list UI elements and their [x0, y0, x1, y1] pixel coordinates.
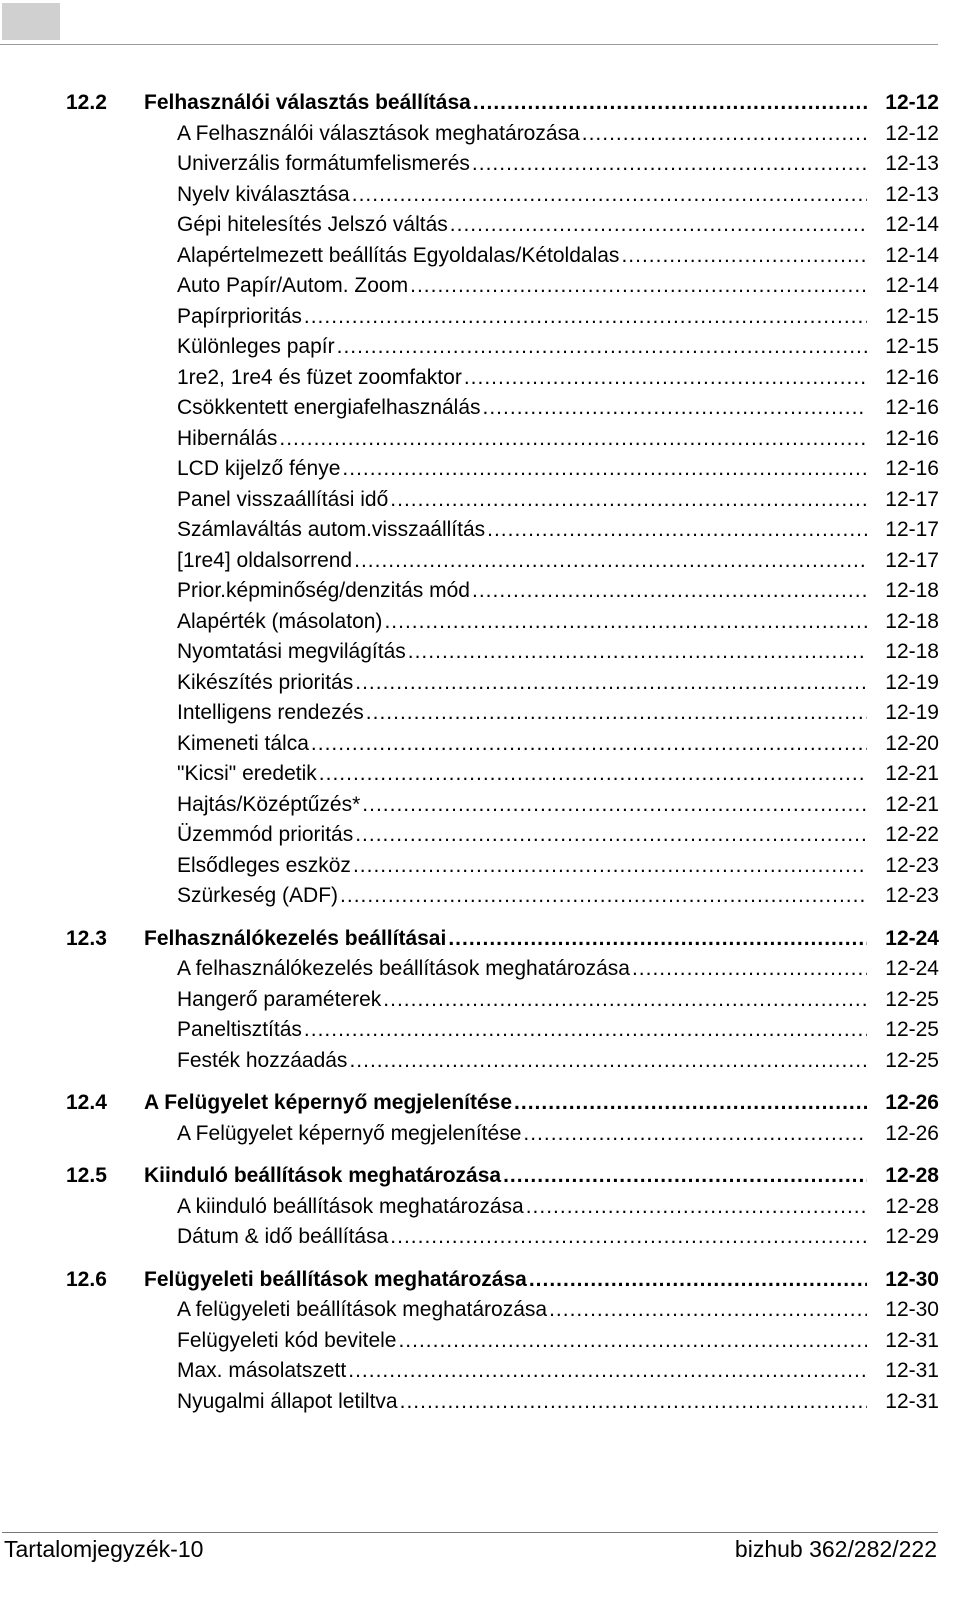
dot-leader [311, 729, 867, 760]
entry-label: Csökkentett energiafelhasználás [177, 396, 481, 419]
entry-label: Panel visszaállítási idő [177, 487, 389, 511]
toc-section [66, 924, 939, 1077]
page-number: 12-17 [885, 487, 939, 511]
toc-entry[interactable] [66, 851, 939, 882]
dot-leader [487, 515, 867, 546]
page-number: 12-19 [885, 670, 939, 694]
entry-label: Auto Papír/Autom. Zoom [177, 274, 409, 297]
page-number: 12-17 [885, 548, 939, 572]
entry-label: Szürkeség (ADF) [177, 884, 339, 907]
dot-leader [523, 1119, 867, 1150]
entry-label: Hibernálás [177, 426, 278, 450]
section-title: Kiinduló beállítások meghatározása [144, 1164, 502, 1187]
dot-leader [632, 954, 867, 985]
toc-entry[interactable] [66, 790, 939, 821]
page-number: 12-13 [885, 152, 939, 175]
dot-leader [279, 424, 867, 455]
toc-entry[interactable] [66, 302, 939, 333]
toc-entry[interactable] [66, 729, 939, 760]
page-number: 12-18 [885, 609, 939, 633]
page-number: 12-15 [885, 304, 939, 328]
toc-entry[interactable] [66, 180, 939, 211]
dot-leader [319, 759, 867, 790]
entry-label: A Felhasználói választások meghatározása [177, 121, 580, 145]
toc-entry[interactable] [66, 1387, 939, 1418]
toc-entry[interactable] [66, 881, 939, 912]
page-number: 12-31 [885, 1328, 939, 1352]
dot-leader [408, 637, 867, 668]
entry-label: Különleges papír [177, 335, 335, 358]
page-number: 12-28 [885, 1194, 939, 1218]
entry-label: "Kicsi" eredetik [177, 762, 317, 785]
toc-section-heading[interactable] [66, 1088, 939, 1119]
toc-entry[interactable] [66, 1326, 939, 1357]
toc-entry[interactable] [66, 332, 939, 363]
page-number: 12-23 [885, 853, 939, 877]
entry-label: Elsődleges eszköz [177, 853, 351, 877]
toc-entry[interactable] [66, 363, 939, 394]
page-number: 12-30 [885, 1267, 939, 1291]
toc-entry[interactable] [66, 149, 939, 180]
page-number: 12-24 [885, 926, 939, 950]
page-number: 12-18 [885, 579, 939, 602]
page-number: 12-15 [885, 335, 939, 358]
entry-label: Univerzális formátumfelismerés [177, 152, 470, 175]
page-number: 12-16 [885, 457, 939, 480]
toc-entry[interactable] [66, 1356, 939, 1387]
dot-leader [549, 1295, 867, 1326]
section-number: 12.5 [66, 1164, 107, 1187]
entry-label: [1re4] oldalsorrend [177, 548, 353, 572]
dot-leader [390, 1222, 867, 1253]
toc-entry[interactable] [66, 454, 939, 485]
page-number: 12-22 [885, 823, 939, 846]
toc-section [66, 1088, 939, 1149]
dot-leader [582, 119, 867, 150]
corner-tab-marker [2, 3, 60, 40]
dot-leader [355, 820, 867, 851]
section-title: Felügyeleti beállítások meghatározása [144, 1267, 527, 1291]
page-number: 12-31 [885, 1389, 939, 1413]
dot-leader [529, 1265, 867, 1296]
toc-entry[interactable] [66, 1192, 939, 1223]
section-number: 12.6 [66, 1267, 107, 1291]
page-number: 12-25 [885, 1018, 939, 1041]
entry-label: Dátum & idő beállítása [177, 1225, 389, 1248]
entry-label: A kiinduló beállítások meghatározása [177, 1194, 524, 1218]
dot-leader [398, 1326, 867, 1357]
entry-label: A felügyeleti beállítások meghatározása [177, 1298, 548, 1321]
toc-section [66, 1265, 939, 1418]
section-title: Felhasználói választás beállítása [144, 91, 471, 114]
entry-label: A Felügyelet képernyő megjelenítése [177, 1121, 522, 1145]
page-number: 12-14 [885, 213, 939, 236]
dot-leader [450, 210, 867, 241]
dot-leader [355, 668, 867, 699]
dot-leader [526, 1192, 867, 1223]
toc-section [66, 88, 939, 912]
dot-leader [473, 88, 867, 119]
toc-entry[interactable] [66, 698, 939, 729]
entry-label: Hajtás/Középtűzés* [177, 792, 361, 816]
dot-leader [410, 271, 867, 302]
page-number: 12-14 [885, 274, 939, 297]
footer-right-text: bizhub 362/282/222 [734, 1536, 937, 1562]
toc-entry[interactable] [66, 1295, 939, 1326]
entry-label: A felhasználókezelés beállítások meghatározása [177, 957, 630, 980]
toc-entry[interactable] [66, 668, 939, 699]
dot-leader [483, 393, 867, 424]
table-of-contents [66, 88, 939, 1429]
page-number: 12-31 [885, 1359, 939, 1382]
page-number: 12-25 [885, 987, 939, 1011]
toc-entry[interactable] [66, 546, 939, 577]
entry-label: Nyugalmi állapot letiltva [177, 1389, 398, 1413]
entry-label: LCD kijelző fénye [177, 457, 341, 480]
entry-label: Papírprioritás [177, 304, 302, 328]
page-number: 12-29 [885, 1225, 939, 1248]
entry-label: Gépi hitelesítés Jelszó váltás [177, 213, 448, 236]
toc-entry[interactable] [66, 1222, 939, 1253]
dot-leader [448, 924, 867, 955]
entry-label: Nyomtatási megvilágítás [177, 640, 406, 663]
dot-leader [384, 607, 867, 638]
entry-label: Festék hozzáadás [177, 1048, 348, 1072]
page-number: 12-16 [885, 396, 939, 419]
entry-label: Számlaváltás autom.visszaállítás [177, 518, 486, 541]
dot-leader [472, 576, 867, 607]
entry-label: Prior.képminőség/denzitás mód [177, 579, 470, 602]
entry-label: Kimeneti tálca [177, 731, 309, 755]
toc-entry[interactable] [66, 393, 939, 424]
page-footer [4, 1536, 937, 1563]
entry-label: Hangerő paraméterek [177, 987, 382, 1011]
dot-leader [304, 1015, 867, 1046]
dot-leader [348, 1356, 867, 1387]
page-number: 12-24 [885, 957, 939, 980]
toc-entry[interactable] [66, 985, 939, 1016]
page-number: 12-26 [885, 1121, 939, 1145]
entry-label: Alapérték (másolaton) [177, 609, 383, 633]
toc-section-heading[interactable] [66, 88, 939, 119]
entry-label: Alapértelmezett beállítás Egyoldalas/Kétoldalas [177, 243, 620, 267]
toc-entry[interactable] [66, 241, 939, 272]
toc-entry[interactable] [66, 576, 939, 607]
dot-leader [472, 149, 867, 180]
toc-entry[interactable] [66, 485, 939, 516]
toc-entry[interactable] [66, 1015, 939, 1046]
dot-leader [621, 241, 867, 272]
page-number: 12-30 [885, 1298, 939, 1321]
page-number: 12-26 [885, 1091, 939, 1114]
dot-leader [337, 332, 867, 363]
page-number: 12-16 [885, 426, 939, 450]
toc-section-heading[interactable] [66, 1161, 939, 1192]
page-number: 12-17 [885, 518, 939, 541]
dot-leader [464, 363, 867, 394]
toc-entry[interactable] [66, 1046, 939, 1077]
page-number: 12-28 [885, 1164, 939, 1187]
toc-section-heading[interactable] [66, 1265, 939, 1296]
dot-leader [349, 1046, 867, 1077]
entry-label: Max. másolatszett [177, 1359, 347, 1382]
header-rule [0, 44, 938, 45]
dot-leader [362, 790, 867, 821]
toc-section-heading[interactable] [66, 924, 939, 955]
dot-leader [340, 881, 867, 912]
dot-leader [342, 454, 867, 485]
entry-label: Nyelv kiválasztása [177, 182, 350, 206]
toc-entry[interactable] [66, 515, 939, 546]
section-number: 12.3 [66, 926, 107, 950]
page-number: 12-16 [885, 365, 939, 389]
toc-entry[interactable] [66, 607, 939, 638]
page-number: 12-12 [885, 121, 939, 145]
toc-entry[interactable] [66, 271, 939, 302]
toc-section [66, 1161, 939, 1253]
dot-leader [354, 546, 867, 577]
entry-label: Kikészítés prioritás [177, 670, 354, 694]
page-number: 12-13 [885, 182, 939, 206]
toc-entry[interactable] [66, 1119, 939, 1150]
dot-leader [353, 851, 867, 882]
dot-leader [390, 485, 867, 516]
dot-leader [400, 1387, 867, 1418]
entry-label: Felügyeleti kód bevitele [177, 1328, 397, 1352]
dot-leader [503, 1161, 867, 1192]
page-number: 12-21 [885, 792, 939, 816]
entry-label: Paneltisztítás [177, 1018, 302, 1041]
section-number: 12.2 [66, 91, 107, 114]
page-number: 12-25 [885, 1048, 939, 1072]
footer-rule [2, 1532, 938, 1533]
entry-label: Üzemmód prioritás [177, 823, 354, 846]
page-number: 12-12 [885, 91, 939, 114]
page-number: 12-14 [885, 243, 939, 267]
page-number: 12-18 [885, 640, 939, 663]
dot-leader [366, 698, 867, 729]
entry-label: 1re2, 1re4 és füzet zoomfaktor [177, 365, 462, 389]
toc-entry[interactable] [66, 954, 939, 985]
page-number: 12-21 [885, 762, 939, 785]
page-number: 12-20 [885, 731, 939, 755]
page-number: 12-23 [885, 884, 939, 907]
dot-leader [304, 302, 867, 333]
section-number: 12.4 [66, 1091, 107, 1114]
dot-leader [352, 180, 867, 211]
entry-label: Intelligens rendezés [177, 701, 364, 724]
dot-leader [514, 1088, 867, 1119]
section-title: A Felügyelet képernyő megjelenítése [144, 1091, 513, 1114]
toc-entry[interactable] [66, 759, 939, 790]
section-title: Felhasználókezelés beállításai [144, 926, 447, 950]
toc-entry[interactable] [66, 424, 939, 455]
toc-entry[interactable] [66, 820, 939, 851]
dot-leader [383, 985, 867, 1016]
page-number: 12-19 [885, 701, 939, 724]
footer-left-text: Tartalomjegyzék-10 [4, 1536, 204, 1562]
toc-entry[interactable] [66, 637, 939, 668]
toc-entry[interactable] [66, 210, 939, 241]
toc-entry[interactable] [66, 119, 939, 150]
